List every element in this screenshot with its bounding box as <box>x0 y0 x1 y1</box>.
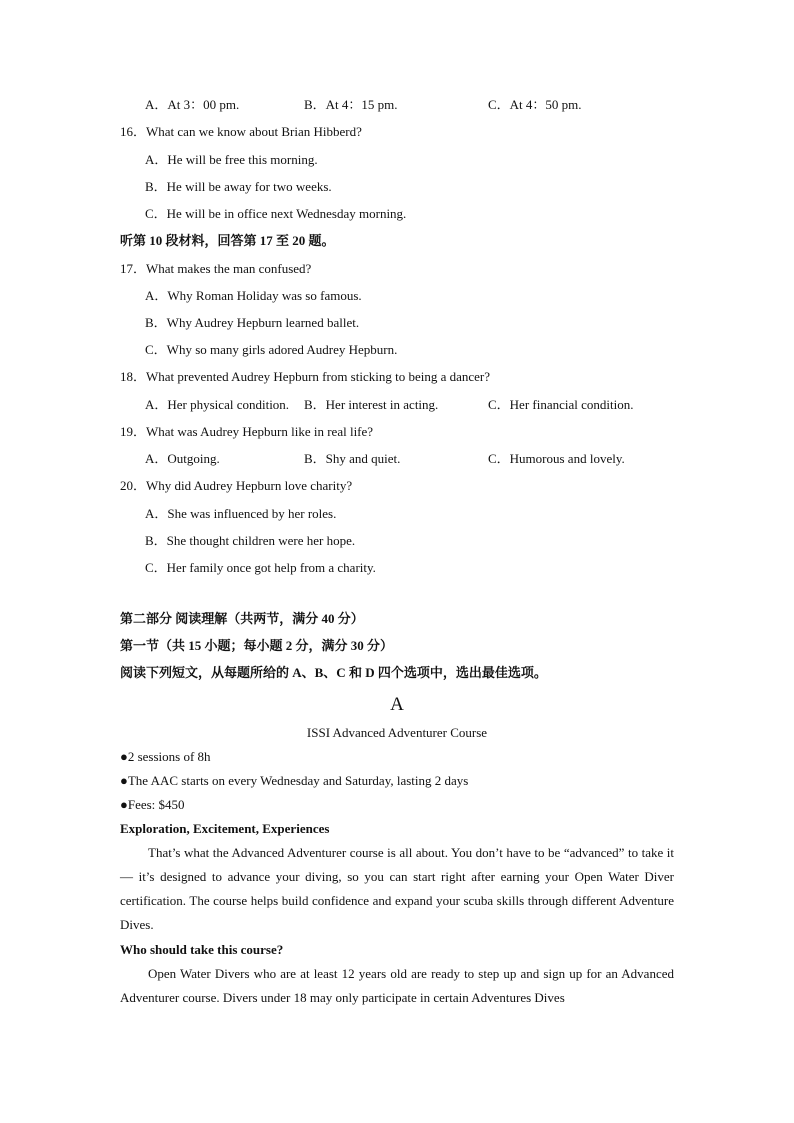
q17-question: 17．What makes the man confused? <box>120 261 312 276</box>
q15-option-c: C．At 4：50 pm. <box>488 97 582 112</box>
q15-option-b: B．At 4：15 pm. <box>304 97 398 112</box>
q19-option-a: A．Outgoing. <box>145 451 220 466</box>
q18-question: 18．What prevented Audrey Hepburn from sticking to being a dancer? <box>120 369 491 384</box>
q17-option-a: A．Why Roman Holiday was so famous. <box>145 288 362 303</box>
q16-question: 16．What can we know about Brian Hibberd? <box>120 124 362 139</box>
q19-option-b: B．Shy and quiet. <box>304 451 401 466</box>
paragraph-who-text: Open Water Divers who are at least 12 years old are ready to step up and sign up for an Advanced Adventurer course. Divers under 18 may only participate in certain Adventures Dives <box>120 966 674 1005</box>
paragraph-who <box>120 962 674 1010</box>
q16-option-b: B．He will be away for two weeks. <box>145 179 332 194</box>
q20-option-c: C．Her family once got help from a charity. <box>145 560 376 575</box>
reading-instruction: 阅读下列短文，从每题所给的 A、B、C 和 D 四个选项中，选出最佳选项。 <box>120 665 547 680</box>
section10-heading: 听第 10 段材料，回答第 17 至 20 题。 <box>120 233 335 248</box>
q16-option-a: A．He will be free this morning. <box>145 152 318 167</box>
section-heading-who: Who should take this course? <box>120 942 284 957</box>
reading-part-heading: 第二部分 阅读理解（共两节，满分 40 分） <box>120 611 364 626</box>
passage-title: ISSI Advanced Adventurer Course <box>306 725 488 740</box>
passage-letter: A <box>390 694 404 715</box>
q19-option-c: C．Humorous and lovely. <box>488 451 625 466</box>
q18-option-b: B．Her interest in acting. <box>304 397 439 412</box>
q20-option-a: A．She was influenced by her roles. <box>145 506 337 521</box>
q20-question: 20．Why did Audrey Hepburn love charity? <box>120 478 353 493</box>
paragraph-exploration-text: That’s what the Advanced Adventurer course is all about. You don’t have to be “advanced” to take it — it’s designed to advance your diving, so you can start right after earning your Open Water Diver certification. The course helps build confidence and expand your scuba skills through different Adventure Dives. <box>120 845 674 932</box>
bullet-fees: ●Fees: $450 <box>120 797 185 812</box>
paragraph-exploration <box>120 841 674 937</box>
section-heading-exploration: Exploration, Excitement, Experiences <box>120 821 330 836</box>
q18-option-c: C．Her financial condition. <box>488 397 634 412</box>
bullet-sessions: ●2 sessions of 8h <box>120 749 211 764</box>
q17-option-c: C．Why so many girls adored Audrey Hepburn. <box>145 342 398 357</box>
q19-question: 19．What was Audrey Hepburn like in real life? <box>120 424 374 439</box>
bullet-schedule: ●The AAC starts on every Wednesday and Saturday, lasting 2 days <box>120 773 469 788</box>
q20-option-b: B．She thought children were her hope. <box>145 533 356 548</box>
q18-option-a: A．Her physical condition. <box>145 397 290 412</box>
q17-option-b: B．Why Audrey Hepburn learned ballet. <box>145 315 360 330</box>
q16-option-c: C．He will be in office next Wednesday morning. <box>145 206 407 221</box>
q15-option-a: A．At 3：00 pm. <box>145 97 240 112</box>
reading-section-heading: 第一节（共 15 小题；每小题 2 分，满分 30 分） <box>120 638 394 653</box>
